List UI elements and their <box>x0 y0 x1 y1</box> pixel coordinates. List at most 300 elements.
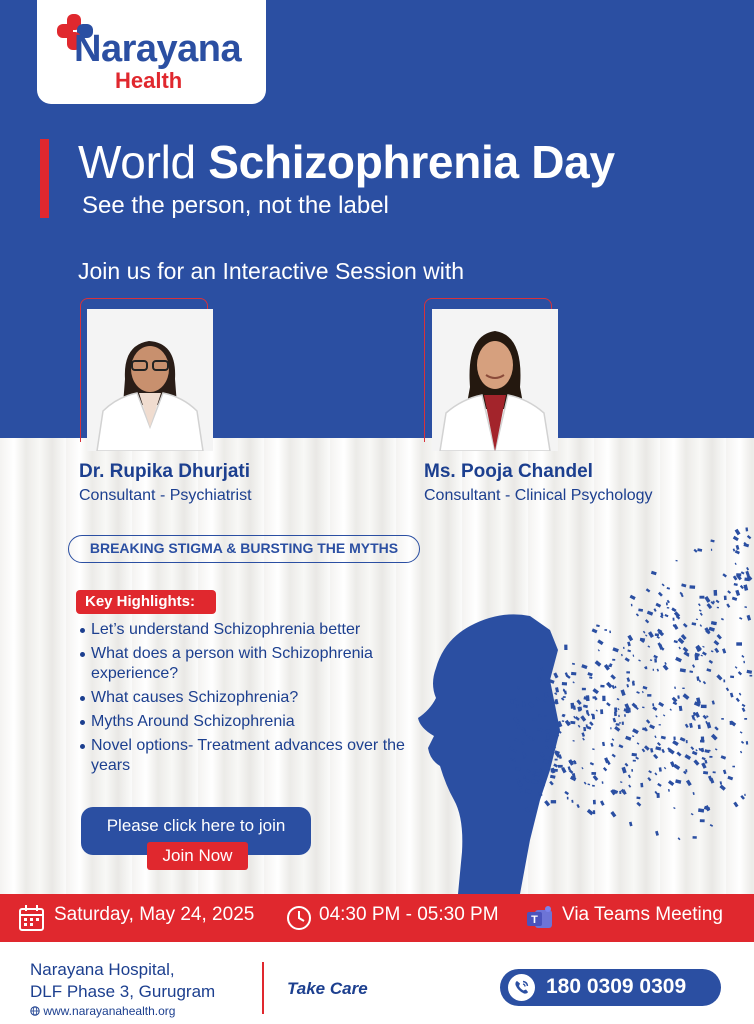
particle <box>685 724 689 728</box>
particle <box>733 802 738 808</box>
particle <box>742 708 746 713</box>
particle <box>604 629 607 631</box>
particle <box>555 759 558 761</box>
particle <box>614 712 617 716</box>
particle <box>735 666 738 669</box>
particle <box>649 724 655 729</box>
particle <box>741 655 744 658</box>
particle <box>645 634 647 636</box>
particle <box>700 819 705 822</box>
particle <box>636 613 639 616</box>
particle <box>629 822 633 827</box>
particle <box>627 649 631 652</box>
particle <box>553 769 558 772</box>
particle <box>627 642 631 647</box>
particle <box>587 672 592 676</box>
particle <box>693 792 695 795</box>
particle <box>652 706 657 711</box>
particle <box>703 771 708 775</box>
brand-sub: Health <box>115 68 183 93</box>
particle <box>710 824 713 827</box>
phone-button[interactable] <box>500 969 721 1006</box>
particle <box>586 710 589 714</box>
particle <box>683 693 690 700</box>
particle <box>633 760 636 762</box>
particle <box>720 781 722 784</box>
particle <box>689 585 695 589</box>
particle <box>735 550 740 554</box>
particle <box>647 777 651 781</box>
particle <box>511 699 514 704</box>
particle <box>620 781 623 783</box>
particle <box>564 645 567 650</box>
particle <box>699 609 702 611</box>
particle <box>711 650 714 652</box>
particle <box>673 737 675 741</box>
particle <box>673 618 675 621</box>
particle <box>742 704 746 707</box>
particle <box>747 615 752 621</box>
particle <box>654 658 657 662</box>
particle <box>709 627 715 632</box>
particle <box>716 674 722 680</box>
particle <box>652 703 654 706</box>
particle <box>580 715 586 721</box>
particle <box>554 692 557 695</box>
particle <box>686 740 688 743</box>
particle <box>704 760 707 764</box>
particle <box>741 741 744 744</box>
particle <box>558 765 563 768</box>
particle <box>733 548 736 551</box>
particle <box>600 685 604 688</box>
particle <box>680 668 686 672</box>
particle <box>593 775 599 781</box>
particle <box>626 671 630 673</box>
particle <box>678 837 681 840</box>
particle <box>659 724 661 725</box>
particle <box>549 781 554 786</box>
particle <box>736 698 740 702</box>
particle <box>620 689 625 696</box>
particle <box>592 785 595 787</box>
particle <box>719 785 725 791</box>
particle <box>572 663 575 665</box>
particle <box>643 686 648 690</box>
particle <box>741 571 745 574</box>
particle <box>657 793 660 798</box>
particle <box>632 753 637 757</box>
particle <box>587 809 594 815</box>
particle <box>532 718 536 721</box>
particle <box>655 831 659 836</box>
particle <box>582 738 585 741</box>
particle <box>630 595 636 600</box>
particle <box>657 742 661 746</box>
particle <box>700 624 702 627</box>
particle <box>570 721 575 724</box>
particle <box>744 606 747 608</box>
particle <box>643 631 646 634</box>
clock-icon <box>286 905 312 931</box>
particle <box>690 746 694 750</box>
particle <box>684 754 691 760</box>
particle <box>612 754 616 758</box>
particle <box>576 804 579 808</box>
particle <box>698 603 701 606</box>
particle <box>693 836 697 839</box>
particle <box>621 654 623 656</box>
particle <box>727 590 731 594</box>
speaker-2-name: Ms. Pooja Chandel <box>424 461 593 482</box>
particle <box>625 763 629 767</box>
particle <box>545 692 548 697</box>
particle <box>558 754 562 759</box>
particle <box>592 628 598 633</box>
event-details-bar <box>0 894 754 942</box>
particle <box>581 664 587 669</box>
particle <box>685 769 687 772</box>
particle <box>568 766 571 770</box>
speaker-1-role: Consultant - Psychiatrist <box>79 487 252 504</box>
particle <box>628 775 631 779</box>
theme-label: BREAKING STIGMA & BURSTING THE MYTHS <box>68 535 420 563</box>
particle <box>672 697 678 703</box>
particle <box>515 767 521 771</box>
dissolving-head-illustration <box>400 500 754 896</box>
particle <box>740 731 743 733</box>
particle <box>700 613 703 616</box>
particle <box>612 659 615 661</box>
particle <box>723 680 725 683</box>
particle <box>696 676 699 681</box>
particle <box>645 619 649 623</box>
particle <box>564 791 569 795</box>
particle <box>709 756 712 758</box>
particle <box>553 763 558 767</box>
particle <box>613 718 617 723</box>
particle <box>581 767 583 769</box>
particle <box>589 721 594 726</box>
particle <box>668 789 670 792</box>
particle <box>562 682 567 685</box>
svg-text:T: T <box>531 914 538 926</box>
speaker-2-photo <box>432 309 558 451</box>
particle <box>709 660 713 664</box>
particle <box>711 734 718 741</box>
particle <box>598 649 600 651</box>
particle <box>648 770 652 773</box>
particle <box>538 715 541 717</box>
particle <box>732 766 735 768</box>
particle <box>657 669 659 672</box>
particle <box>681 583 686 587</box>
particle <box>667 607 670 609</box>
particle <box>695 749 697 751</box>
particle <box>638 609 643 612</box>
particle <box>549 757 552 759</box>
title-bold: Schizophrenia Day <box>208 136 615 188</box>
particle <box>678 647 680 650</box>
particle <box>673 807 675 809</box>
particle <box>567 797 569 800</box>
particle <box>617 698 620 700</box>
particle <box>658 702 664 707</box>
particle <box>668 780 674 786</box>
particle <box>619 791 621 794</box>
particle <box>640 783 643 788</box>
particle <box>550 775 556 779</box>
particle <box>655 633 659 636</box>
particle <box>711 549 712 551</box>
particle <box>644 745 650 751</box>
particle <box>699 596 704 599</box>
particle <box>625 736 631 741</box>
particle <box>544 800 550 806</box>
particle <box>654 772 657 775</box>
particle <box>713 640 719 646</box>
particle <box>745 527 748 531</box>
event-platform: Via Teams Meeting <box>562 904 723 925</box>
particle <box>583 727 586 731</box>
particle <box>726 603 730 607</box>
particle <box>661 749 665 753</box>
particle <box>717 607 719 609</box>
particle <box>675 779 681 784</box>
particle <box>675 560 677 562</box>
particle <box>625 657 630 662</box>
particle <box>703 681 706 684</box>
particle <box>636 691 640 694</box>
particle <box>666 602 668 605</box>
particle <box>582 688 586 690</box>
particle <box>610 727 611 729</box>
particle <box>730 676 734 679</box>
particle <box>619 744 624 748</box>
particle <box>642 748 646 752</box>
particle <box>581 732 585 737</box>
particle <box>706 603 712 609</box>
particle <box>735 529 741 536</box>
particle <box>602 742 605 746</box>
particle <box>600 800 605 805</box>
particle <box>624 714 626 717</box>
list-item: Novel options- Treatment advances over the years <box>80 736 410 776</box>
particle <box>743 661 745 663</box>
particle <box>632 681 635 686</box>
particle <box>638 659 641 661</box>
particle <box>646 588 651 592</box>
website-text: www.narayanahealth.org <box>43 1004 176 1018</box>
particle <box>646 719 650 724</box>
particle <box>647 645 650 647</box>
particle <box>551 800 556 803</box>
globe-icon <box>30 1006 40 1016</box>
particle <box>591 772 596 775</box>
brand-name: Narayana <box>74 28 242 70</box>
particle <box>656 636 659 639</box>
particle <box>572 681 574 683</box>
particle <box>679 706 683 711</box>
particle <box>618 715 620 717</box>
list-item: Myths Around Schizophrenia <box>80 712 410 732</box>
particle <box>633 655 635 657</box>
particle <box>563 696 566 698</box>
particle <box>693 549 697 553</box>
particle <box>750 675 753 677</box>
particle <box>732 597 737 601</box>
title-accent-bar <box>40 139 49 218</box>
particle <box>730 693 734 698</box>
particle <box>736 545 740 550</box>
particle <box>736 642 742 645</box>
particle <box>689 670 693 673</box>
particle <box>744 794 746 796</box>
particle <box>602 781 604 784</box>
particle <box>693 759 699 765</box>
event-time: 04:30 PM - 05:30 PM <box>319 904 499 925</box>
particle <box>735 563 737 565</box>
particle <box>738 671 742 675</box>
particle <box>722 648 726 653</box>
particle <box>740 751 742 754</box>
particle <box>722 573 727 577</box>
particle <box>715 748 718 750</box>
particle <box>698 725 701 730</box>
particle <box>670 709 672 711</box>
session-intro: Join us for an Interactive Session with <box>78 258 465 284</box>
event-title <box>78 135 615 189</box>
particle <box>628 785 631 788</box>
footer <box>0 942 754 1024</box>
website-link[interactable] <box>30 1004 175 1018</box>
particle <box>721 718 724 720</box>
address-line-2: DLF Phase 3, Gurugram <box>30 982 216 1001</box>
particle <box>571 800 573 803</box>
particle <box>734 583 738 586</box>
particle <box>702 651 707 655</box>
particle <box>655 746 661 750</box>
particle <box>571 672 576 676</box>
particle <box>655 603 661 608</box>
particle <box>571 703 575 709</box>
particle <box>584 782 587 785</box>
particle <box>546 734 549 740</box>
particle <box>674 687 676 690</box>
particle <box>600 709 603 714</box>
particle <box>662 583 665 586</box>
particle <box>743 584 748 590</box>
particle <box>610 743 613 747</box>
particle <box>648 631 654 638</box>
particle <box>635 757 639 760</box>
particle <box>626 684 629 688</box>
particle <box>617 708 619 710</box>
particle <box>676 752 681 757</box>
particle <box>735 590 740 596</box>
particle <box>695 654 699 660</box>
particle <box>726 687 729 691</box>
particle <box>710 539 714 542</box>
list-item: Let’s understand Schizophrenia better <box>80 620 410 640</box>
particle <box>636 797 640 800</box>
slogan: Take Care <box>287 979 368 998</box>
particle <box>592 714 595 719</box>
particle <box>693 719 696 721</box>
particle <box>631 604 633 607</box>
particle <box>602 696 605 701</box>
particle <box>740 585 744 589</box>
particle <box>677 695 679 699</box>
particle <box>657 783 662 787</box>
particle <box>672 740 679 746</box>
particle <box>683 623 688 628</box>
particle <box>647 611 653 616</box>
particle <box>593 696 597 701</box>
particle <box>606 702 611 706</box>
particle <box>597 639 603 645</box>
particle <box>701 737 704 742</box>
particle <box>589 676 592 679</box>
particle <box>522 702 525 707</box>
particle <box>612 647 619 652</box>
join-now-button[interactable]: Join Now <box>147 842 248 870</box>
particle <box>603 767 607 771</box>
particle <box>655 715 657 717</box>
particle <box>706 722 711 729</box>
particle <box>713 771 716 773</box>
particle <box>616 723 620 726</box>
particle <box>689 723 693 728</box>
particle <box>637 742 640 744</box>
particle <box>592 688 599 694</box>
particle <box>716 600 720 604</box>
particle <box>650 659 652 661</box>
particle <box>702 646 704 648</box>
list-item: What causes Schizophrenia? <box>80 688 410 708</box>
speaker-1-photo <box>87 309 213 451</box>
particle <box>596 624 600 627</box>
particle <box>698 808 704 812</box>
particle <box>721 755 727 759</box>
particle <box>723 770 727 775</box>
particle <box>576 699 581 705</box>
particle <box>696 619 698 621</box>
particle <box>642 707 644 709</box>
particle <box>628 708 631 713</box>
particle <box>555 687 559 693</box>
particle <box>661 736 666 740</box>
particle <box>664 767 666 770</box>
particle <box>686 780 692 787</box>
particle <box>564 691 567 695</box>
particle <box>636 802 641 807</box>
particle <box>659 767 662 772</box>
particle <box>747 535 751 539</box>
footer-divider <box>262 962 264 1014</box>
key-highlights-label: Key Highlights: <box>76 590 216 614</box>
particle <box>724 596 727 600</box>
particle <box>706 668 711 672</box>
particle <box>551 768 554 772</box>
logo-card[interactable] <box>37 0 266 104</box>
particle <box>663 714 665 716</box>
particle <box>739 617 742 620</box>
particle <box>647 694 651 697</box>
particle <box>631 769 633 772</box>
particle <box>606 682 612 688</box>
particle <box>553 672 558 678</box>
